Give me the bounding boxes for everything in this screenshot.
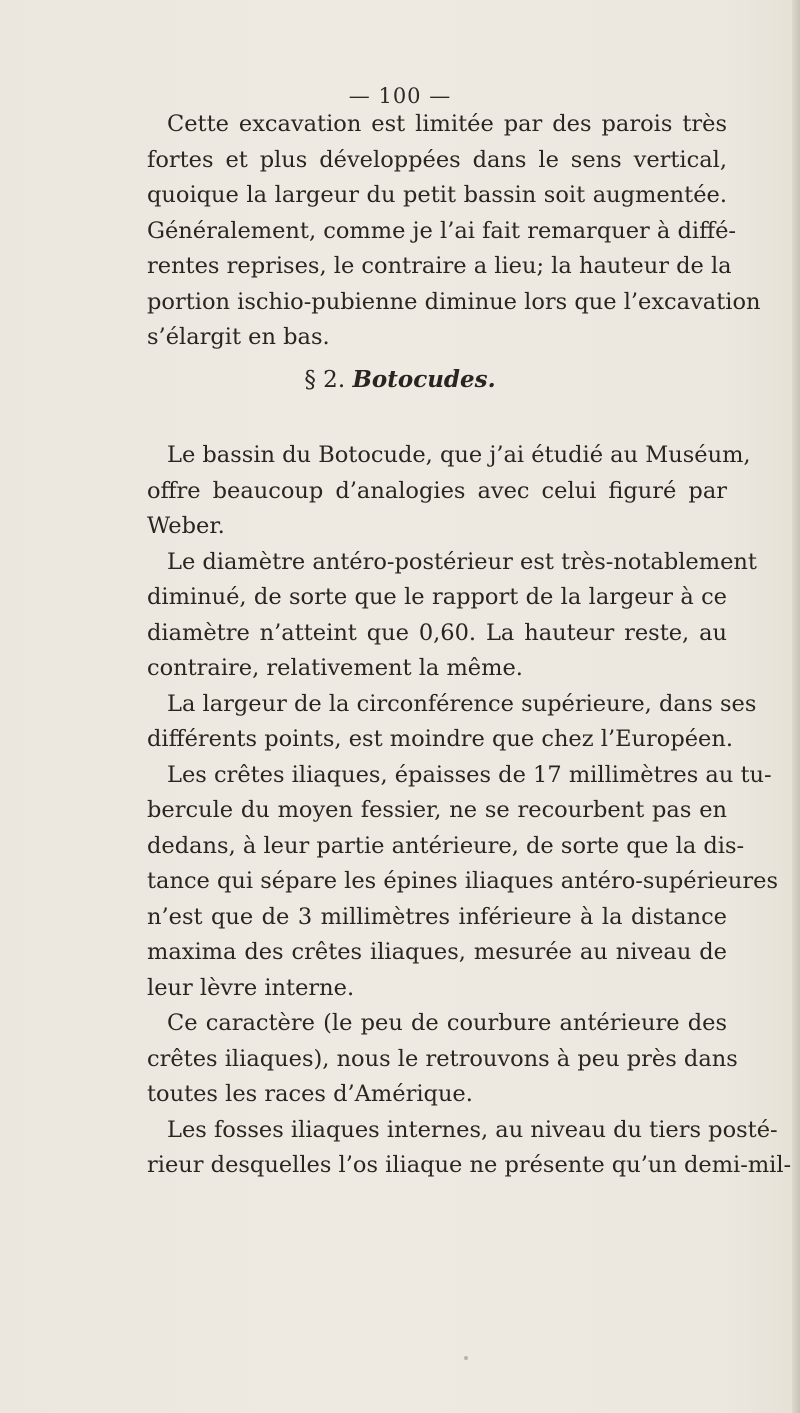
text-line: quoique la largeur du petit bassin soit augmentée. xyxy=(147,182,727,208)
text-line: fortes et plus développées dans le sens vertical, xyxy=(147,146,727,173)
text-line: diamètre n’atteint que 0,60. La hauteur reste, au xyxy=(147,619,727,646)
section-heading xyxy=(0,362,800,398)
text-line: Le diamètre antéro-postérieur est très-notablement xyxy=(167,548,757,575)
paper-spot xyxy=(464,1356,468,1360)
text-line: Le bassin du Botocude, que j’ai étudié au Muséum, xyxy=(167,442,751,468)
text-line: maxima des crêtes iliaques, mesurée au niveau de xyxy=(147,939,727,965)
text-line: offre beaucoup d’analogies avec celui figuré par xyxy=(147,477,727,504)
text-line: Cette excavation est limitée par des parois très xyxy=(167,111,727,137)
page-number: — 100 — xyxy=(348,84,452,108)
text-line: diminué, de sorte que le rapport de la largeur à ce xyxy=(147,584,727,610)
section-title: Botocudes. xyxy=(352,366,496,393)
text-line: rentes reprises, le contraire a lieu; la hauteur de la xyxy=(147,253,732,279)
page-edge xyxy=(792,0,800,1413)
text-line: portion ischio-pubienne diminue lors que l’excavation xyxy=(147,288,761,315)
text-line: différents points, est moindre que chez l’Européen. xyxy=(147,726,733,752)
text-line: crêtes iliaques), nous le retrouvons à peu près dans xyxy=(147,1045,738,1072)
text-line: La largeur de la circonférence supérieure, dans ses xyxy=(167,690,757,717)
text-line: n’est que de 3 millimètres inférieure à la distance xyxy=(147,903,727,930)
section-number: § 2. xyxy=(304,367,346,393)
text-line: bercule du moyen fessier, ne se recourbent pas en xyxy=(147,797,727,823)
section-body xyxy=(147,438,792,1184)
text-line: Ce caractère (le peu de courbure antérieure des xyxy=(167,1010,727,1036)
text-line: rieur desquelles l’os iliaque ne présente qu’un demi-mil- xyxy=(147,1152,792,1178)
text-line: dedans, à leur partie antérieure, de sorte que la dis- xyxy=(147,832,745,859)
text-line: Weber. xyxy=(147,513,225,539)
text-line: Les fosses iliaques internes, au niveau du tiers posté- xyxy=(167,1116,778,1143)
text-line: toutes les races d’Amérique. xyxy=(147,1081,473,1107)
text-line: s’élargit en bas. xyxy=(147,324,330,350)
text-line: Les crêtes iliaques, épaisses de 17 millimètres au tu- xyxy=(167,761,772,788)
text-line: Généralement, comme je l’ai fait remarquer à diffé- xyxy=(147,217,736,244)
paragraph-excavation xyxy=(147,107,761,356)
text-line: tance qui sépare les épines iliaques antéro-supérieures xyxy=(147,868,778,894)
text-line: leur lèvre interne. xyxy=(147,974,355,1001)
text-line: contraire, relativement la même. xyxy=(147,655,523,681)
